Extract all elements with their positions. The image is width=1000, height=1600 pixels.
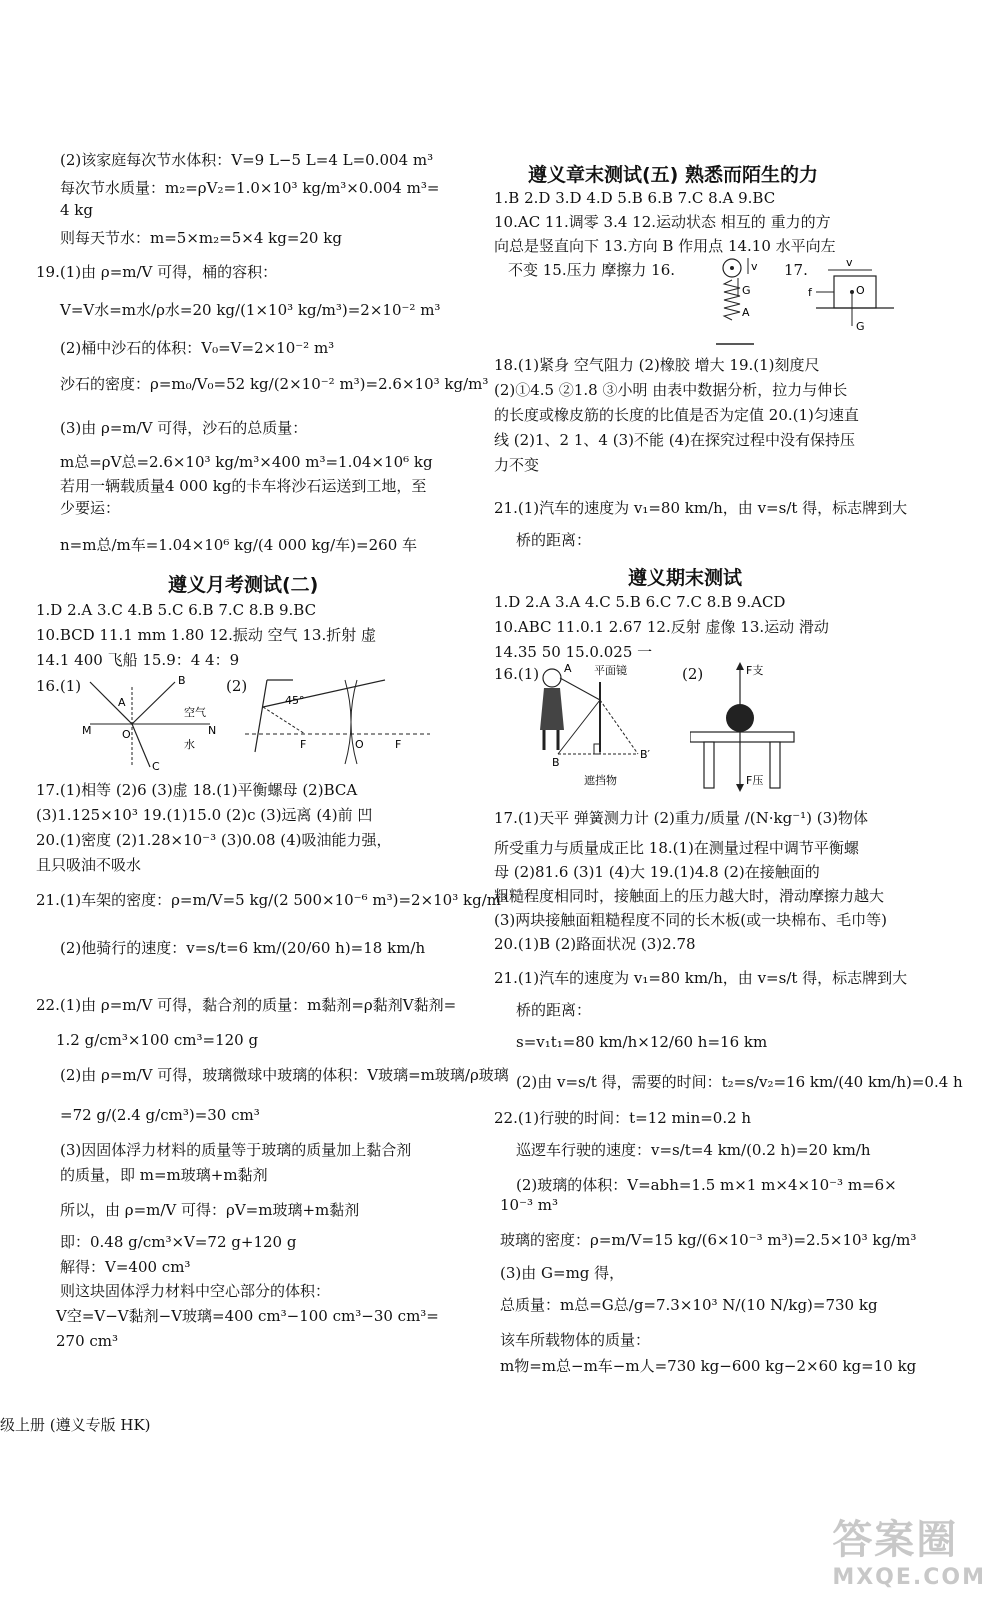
final-line-1: 1.D 2.A 3.A 4.C 5.B 6.C 7.C 8.B 9.ACD	[494, 593, 786, 611]
q17-20-line-3: 20.(1)密度 (2)1.28×10⁻³ (3)0.08 (4)吸油能力强，	[36, 831, 392, 849]
fig-label: C	[152, 760, 160, 772]
fig-label: 45°	[285, 694, 305, 707]
q21-right-b-line-3: s=v₁t₁=80 km/h×12/60 h=16 km	[516, 1033, 768, 1051]
final-line-2: 10.ABC 11.0.1 2.67 12.反射 虚像 13.运动 滑动	[494, 618, 829, 636]
q21-right-line-2: 桥的距离：	[516, 531, 592, 549]
fig-label: F压	[746, 774, 764, 787]
q19-line-5: (3)由 ρ=m/V 可得，沙石的总质量：	[60, 419, 308, 437]
q17-20-right-line-6: 20.(1)B (2)路面状况 (3)2.78	[494, 935, 696, 953]
fig-label: O	[355, 738, 364, 751]
q16-label-right-2: (2)	[682, 665, 704, 683]
q22-right-line-8: 该车所载物体的质量：	[500, 1331, 651, 1349]
fig-label: v	[751, 260, 758, 273]
final-test-title: 遵义期末测试	[628, 567, 743, 589]
fig-label: A	[742, 306, 750, 319]
chapter-test-title: 遵义章末测试(五) 熟悉而陌生的力	[528, 164, 818, 186]
fig-label: O	[122, 728, 131, 741]
q19-line-6: m总=ρV总=2.6×10³ kg/m³×400 m³=1.04×10⁶ kg	[60, 453, 433, 471]
fig-label: 水	[184, 738, 195, 751]
q22-line-5: (3)因固体浮力材料的质量等于玻璃的质量加上黏合剂	[60, 1141, 412, 1159]
q19-line-8: 少要运：	[60, 499, 121, 517]
page-footer: 级上册 (遵义专版 HK)	[0, 1416, 151, 1434]
q19-line-3: (2)桶中沙石的体积：V₀=V=2×10⁻² m³	[60, 339, 335, 357]
q17-20-right-line-2: 所受重力与质量成正比 18.(1)在测量过程中调节平衡螺	[494, 839, 859, 857]
fig-label: 遮挡物	[584, 774, 617, 787]
q17-20-right-line-3: 母 (2)81.6 (3)1 (4)大 19.(1)4.8 (2)在接触面的	[494, 863, 820, 881]
q22-right-line-1: 22.(1)行驶的时间：t=12 min=0.2 h	[494, 1109, 752, 1127]
final-line-3: 14.35 50 15.0.025 一	[494, 643, 653, 661]
q16-label-left: 16.(1)	[36, 677, 82, 695]
chapter-line-2: 10.AC 11.调零 3.4 12.运动状态 相互的 重力的方	[494, 213, 831, 231]
q17-20-right-line-1: 17.(1)天平 弹簧测力计 (2)重力/质量 /(N·kg⁻¹) (3)物体	[494, 809, 868, 827]
q21-line-2: (2)他骑行的速度：v=s/t=6 km/(20/60 h)=18 km/h	[60, 939, 426, 957]
q22-right-line-6: (3)由 G=mg 得，	[500, 1264, 625, 1282]
q19-line-9: n=m总/m车=1.04×10⁶ kg/(4 000 kg/车)=260 车	[60, 536, 418, 554]
q22-line-4: =72 g/(2.4 g/cm³)=30 cm³	[60, 1106, 260, 1124]
q17-20-line-1: 17.(1)相等 (2)6 (3)虚 18.(1)平衡螺母 (2)BCA	[36, 781, 358, 799]
watermark-url: MXQE.COM	[832, 1565, 986, 1590]
fig-label: B′	[640, 748, 651, 761]
fig-label: B	[178, 674, 186, 687]
q17-20-line-4: 且只吸油不吸水	[36, 856, 142, 874]
q22-right-line-9: m物=m总−m车−m人=730 kg−600 kg−2×60 kg=10 kg	[500, 1357, 917, 1375]
fig-label: A	[118, 696, 126, 709]
fig-label: F	[395, 738, 402, 751]
fig-label: F	[300, 738, 307, 751]
q18-20-right-line-5: 力不变	[494, 456, 540, 474]
q17-20-right-line-4: 粗糙程度相同时，接触面上的压力越大时，滑动摩擦力越大	[494, 887, 885, 905]
q19-line-4: 沙石的密度：ρ=m₀/V₀=52 kg/(2×10⁻² m³)=2.6×10³ kg/m³	[60, 375, 489, 393]
chapter-line-3: 向总是竖直向下 13.方向 B 作用点 14.10 水平向左	[494, 237, 836, 255]
fig-label: M	[82, 724, 92, 737]
fig-label: N	[208, 724, 217, 737]
fig-label: v	[846, 256, 853, 269]
monthly-line-3: 14.1 400 飞船 15.9：4 4：9	[36, 651, 240, 669]
fig-label: O	[856, 284, 865, 297]
q22-line-8: 即：0.48 g/cm³×V=72 g+120 g	[60, 1233, 297, 1251]
q19-line-1: 19.(1)由 ρ=m/V 可得，桶的容积：	[36, 263, 278, 281]
mirror-diagram	[530, 660, 660, 790]
chapter-line-1: 1.B 2.D 3.D 4.D 5.B 6.B 7.C 8.A 9.BC	[494, 189, 776, 207]
q18-20-right-line-2: (2)①4.5 ②1.8 ③小明 由表中数据分析，拉力与伸长	[494, 381, 848, 399]
watermark-text: 答案圈	[832, 1517, 959, 1563]
refraction-diagram	[80, 672, 220, 772]
q19-line-7: 若用一辆载质量4 000 kg的卡车将沙石运送到工地，至	[60, 477, 427, 495]
spring-diagram	[714, 256, 764, 354]
q18-line-1: (2)该家庭每次节水体积：V=9 L−5 L=4 L=0.004 m³	[60, 151, 434, 169]
q16-label-left-2: (2)	[226, 677, 248, 695]
q22-line-12: 270 cm³	[56, 1332, 119, 1350]
q18-line-4: 则每天节水：m=5×m₂=5×4 kg=20 kg	[60, 229, 342, 247]
q22-right-line-2: 巡逻车行驶的速度：v=s/t=4 km/(0.2 h)=20 km/h	[516, 1141, 871, 1159]
q18-line-2: 每次节水质量：m₂=ρV₂=1.0×10³ kg/m³×0.004 m³=	[60, 179, 440, 197]
q21-right-b-line-2: 桥的距离：	[516, 1001, 592, 1019]
block-force-diagram	[808, 256, 898, 336]
q19-line-2: V=V水=m水/ρ水=20 kg/(1×10³ kg/m³)=2×10⁻² m³	[60, 301, 441, 319]
q22-line-3: (2)由 ρ=m/V 可得，玻璃微球中玻璃的体积：V玻璃=m玻璃/ρ玻璃	[60, 1066, 509, 1084]
fig-label: A	[564, 662, 572, 675]
monthly-line-1: 1.D 2.A 3.C 4.B 5.C 6.B 7.C 8.B 9.BC	[36, 601, 317, 619]
q22-line-9: 解得：V=400 cm³	[60, 1258, 191, 1276]
q17-label-right: 17.	[784, 261, 808, 279]
fig-label: 空气	[184, 706, 206, 719]
q22-line-1: 22.(1)由 ρ=m/V 可得，黏合剂的质量：m黏剂=ρ黏剂V黏剂=	[36, 996, 457, 1014]
q22-line-7: 所以，由 ρ=m/V 可得：ρV=m玻璃+m黏剂	[60, 1201, 360, 1219]
ball-table-diagram	[690, 660, 800, 800]
q22-right-line-3: (2)玻璃的体积：V=abh=1.5 m×1 m×4×10⁻³ m=6×	[516, 1176, 897, 1194]
q17-20-right-line-5: (3)两块接触面粗糙程度不同的长木板(或一块棉布、毛巾等)	[494, 911, 887, 929]
q22-line-2: 1.2 g/cm³×100 cm³=120 g	[56, 1031, 259, 1049]
lens-diagram	[245, 672, 430, 772]
monthly-test-title: 遵义月考测试(二)	[168, 574, 319, 596]
fig-label: B	[552, 756, 560, 769]
q22-right-line-5: 玻璃的密度：ρ=m/V=15 kg/(6×10⁻³ m³)=2.5×10³ kg/m³	[500, 1231, 917, 1249]
fig-label: G	[742, 284, 751, 297]
watermark-logo	[832, 1508, 986, 1590]
q18-20-right-line-1: 18.(1)紧身 空气阻力 (2)橡胶 增大 19.(1)刻度尺	[494, 356, 820, 374]
q21-right-b-line-1: 21.(1)汽车的速度为 v₁=80 km/h，由 v=s/t 得，标志牌到大	[494, 969, 908, 987]
q22-right-line-7: 总质量：m总=G总/g=7.3×10³ N/(10 N/kg)=730 kg	[500, 1296, 878, 1314]
q18-20-right-line-3: 的长度或橡皮筋的长度的比值是否为定值 20.(1)匀速直	[494, 406, 859, 424]
fig-label: F支	[746, 664, 764, 677]
fig-label: 平面镜	[594, 664, 627, 677]
monthly-line-2: 10.BCD 11.1 mm 1.80 12.振动 空气 13.折射 虚	[36, 626, 376, 644]
q21-right-b-line-4: (2)由 v=s/t 得，需要的时间：t₂=s/v₂=16 km/(40 km/h)=0.4 h	[516, 1073, 963, 1091]
q21-right-line-1: 21.(1)汽车的速度为 v₁=80 km/h，由 v=s/t 得，标志牌到大	[494, 499, 908, 517]
q18-line-3: 4 kg	[60, 201, 94, 219]
q17-20-line-2: (3)1.125×10³ 19.(1)15.0 (2)c (3)远离 (4)前 凹	[36, 806, 373, 824]
q22-line-11: V空=V−V黏剂−V玻璃=400 cm³−100 cm³−30 cm³=	[56, 1307, 439, 1325]
q16-label-right: 16.(1)	[494, 665, 540, 683]
q22-line-6: 的质量，即 m=m玻璃+m黏剂	[60, 1166, 268, 1184]
fig-label: G	[856, 320, 865, 333]
q18-20-right-line-4: 线 (2)1、2 1、4 (3)不能 (4)在探究过程中没有保持压	[494, 431, 855, 449]
q22-line-10: 则这块固体浮力材料中空心部分的体积：	[60, 1282, 331, 1300]
fig-label: f	[808, 286, 812, 299]
q21-line-1: 21.(1)车架的密度：ρ=m/V=5 kg/(2 500×10⁻⁶ m³)=2×10³ kg/m³	[36, 891, 507, 909]
q22-right-line-4: 10⁻³ m³	[500, 1196, 559, 1214]
chapter-line-4: 不变 15.压力 摩擦力 16.	[508, 261, 676, 279]
